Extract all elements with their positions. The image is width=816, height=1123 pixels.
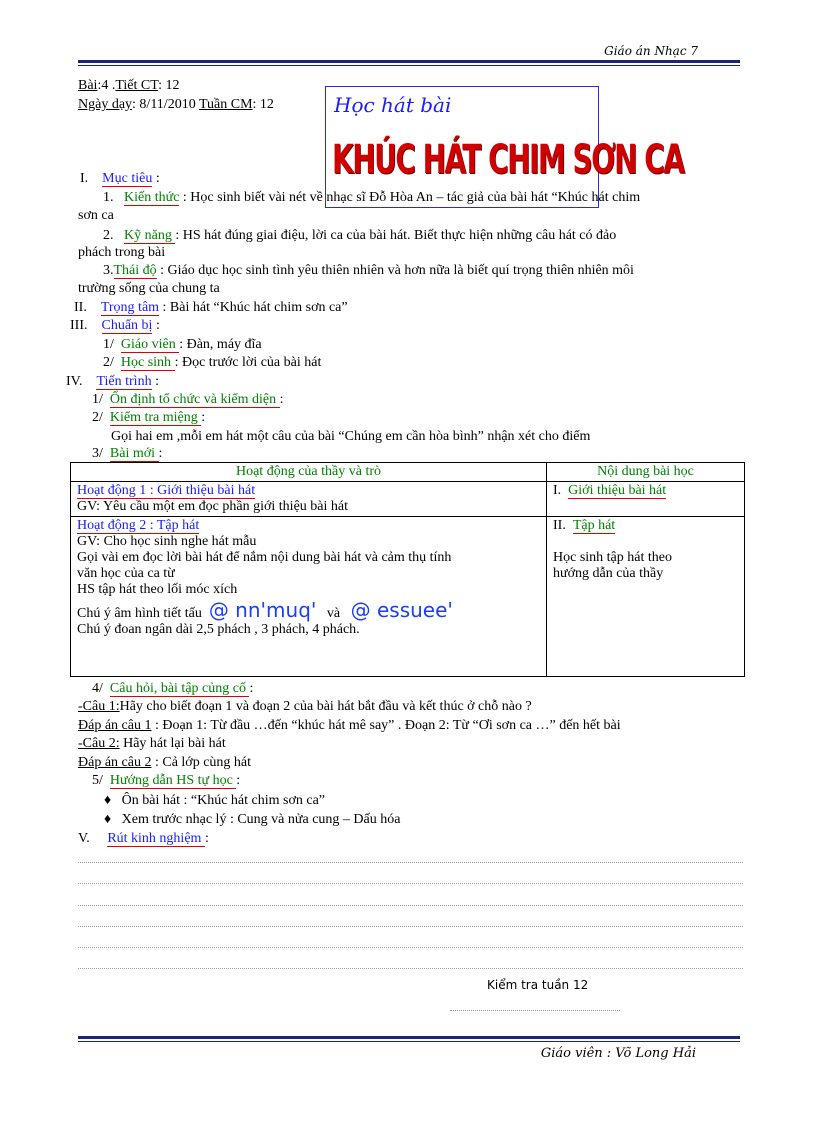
notes-line bbox=[78, 905, 743, 906]
sec1-skill: 2. Kỹ năng : HS hát đúng giai điệu, lời ca của bài hát. Biết thực hiện những câu hát có đảo bbox=[103, 228, 617, 243]
sec5-heading: V. Rút kinh nghiệm : bbox=[78, 831, 209, 846]
title-small: Học hát bài bbox=[334, 93, 452, 117]
answer-1: Đáp án câu 1 : Đoạn 1: Từ đầu …đến “khúc hát mê say” . Đoạn 2: Từ “Ơi sơn ca …” đến hết bài bbox=[78, 718, 621, 733]
lesson-line-1: Bài:4 .Tiết CT: 12 bbox=[78, 78, 180, 93]
footer-rule-thin bbox=[78, 1041, 740, 1042]
table-row-hd1: Hoạt động 1 : Giới thiệu bài hát GV: Yêu cầu một em đọc phần giới thiệu bài hát bbox=[71, 482, 547, 517]
title-big: KHÚC HÁT CHIM SƠN CA bbox=[332, 137, 684, 183]
sec4-step4: 4/ Câu hỏi, bài tập củng cố : bbox=[92, 681, 254, 696]
diamond-bullet-icon: ♦ bbox=[104, 812, 112, 827]
lesson-line-2: Ngày dạy: 8/11/2010 Tuần CM: 12 bbox=[78, 97, 274, 112]
sec1-skill-cont: phách trong bài bbox=[78, 245, 166, 260]
sec4-step1: 1/ Ổn định tổ chức và kiểm diện : bbox=[92, 392, 284, 407]
header-subject: Giáo án Nhạc 7 bbox=[604, 44, 698, 58]
sec3-teacher: 1/ Giáo viên : Đàn, máy đĩa bbox=[103, 337, 262, 352]
table-row-hd1-content: I. Giới thiệu bài hát bbox=[547, 482, 745, 517]
sec2-heading: II. Trọng tâm : Bài hát “Khúc hát chim sơn ca” bbox=[74, 300, 348, 315]
notes-line bbox=[78, 947, 743, 948]
notes-line bbox=[78, 862, 743, 863]
sec4-step5: 5/ Hướng dẫn HS tự học : bbox=[92, 773, 241, 788]
footer-rule bbox=[78, 1036, 740, 1039]
header-rule-thin bbox=[78, 65, 740, 66]
question-1: -Câu 1:Hãy cho biết đoạn 1 và đoạn 2 của bài hát bắt đầu và kết thúc ở chỗ nào ? bbox=[78, 699, 532, 714]
table-row-hd2: Hoạt động 2 : Tập hát GV: Cho học sinh nghe hát mẫu Gọi vài em đọc lời bài hát để nắm nội dung bài hát và cảm thụ tính văn học của ca từ HS tập hát theo lối móc xích Chú ý âm hình tiết tấu @ nn'muq' và @ essuee' Chú ý đoan ngân dài 2,5 phách , 3 phách, 4 phách. bbox=[71, 517, 547, 677]
check-signature-line bbox=[450, 1010, 620, 1011]
sec3-student: 2/ Học sinh : Đọc trước lời của bài hát bbox=[103, 355, 322, 370]
self-study-item-1: ♦ Ôn bài hát : “Khúc hát chim sơn ca” bbox=[104, 793, 325, 808]
header-rule bbox=[78, 60, 740, 63]
sec4-step2: 2/ Kiểm tra miệng : bbox=[92, 410, 206, 425]
activity-table bbox=[70, 462, 745, 677]
rhythm-symbol-1: @ nn'muq' bbox=[208, 598, 317, 622]
sec4-step2-text: Gọi hai em ,mỗi em hát một câu của bài “Chúng em cần hòa bình” nhận xét cho điểm bbox=[111, 429, 591, 444]
notes-line bbox=[78, 968, 743, 969]
self-study-item-2: ♦ Xem trước nhạc lý : Cung và nửa cung – Dấu hóa bbox=[104, 812, 401, 827]
sec3-heading: III. Chuẩn bị : bbox=[70, 318, 160, 333]
answer-2: Đáp án câu 2 : Cả lớp cùng hát bbox=[78, 755, 252, 770]
sec4-step3: 3/ Bài mới : bbox=[92, 446, 163, 461]
weekly-check-label: Kiểm tra tuần 12 bbox=[487, 978, 589, 992]
rhythm-symbol-2: @ essuee' bbox=[350, 598, 453, 622]
table-row-hd2-content: II. Tập hát Học sinh tập hát theo hướng dẫn của thầy bbox=[547, 517, 745, 677]
diamond-bullet-icon: ♦ bbox=[104, 793, 112, 808]
sec1-attitude: 3.Thái độ : Giáo dục học sinh tình yêu thiên nhiên và hơn nữa là biết quí trọng thiên nhiên môi bbox=[103, 263, 634, 278]
sec1-knowledge: 1. Kiến thức : Học sinh biết vài nét về nhạc sĩ Đỗ Hòa An – tác giả của bài hát “Khúc hát chim bbox=[103, 190, 641, 205]
notes-line bbox=[78, 926, 743, 927]
sec4-heading: IV. Tiến trình : bbox=[66, 374, 159, 389]
table-head-left: Hoạt động của thầy và trò bbox=[71, 463, 547, 482]
sec1-heading: I. Mục tiêu : bbox=[80, 171, 160, 186]
teacher-signature: Giáo viên : Võ Long Hải bbox=[540, 1046, 696, 1061]
notes-line bbox=[78, 883, 743, 884]
sec1-attitude-cont: trường sống của chung ta bbox=[78, 281, 220, 296]
question-2: -Câu 2: Hãy hát lại bài hát bbox=[78, 736, 226, 751]
table-head-right: Nội dung bài học bbox=[547, 463, 745, 482]
sec1-knowledge-cont: sơn ca bbox=[78, 208, 114, 223]
